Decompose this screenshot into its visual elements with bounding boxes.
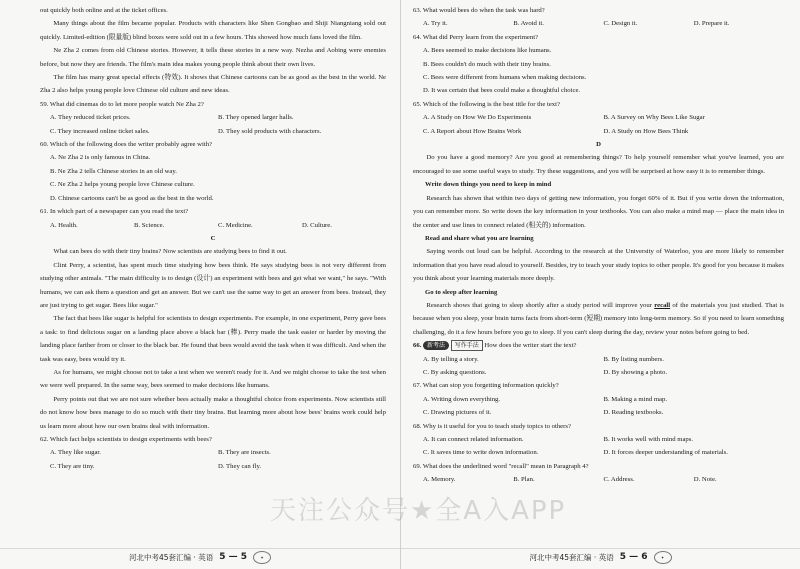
section-c-heading: C: [210, 234, 216, 242]
right-flow: [413, 4, 784, 487]
option[interactable]: A. Writing down everything.: [423, 395, 501, 403]
question-60: 60. Which of the following does the writer probably agree with?: [40, 141, 213, 149]
page-number: 5 — 6: [619, 552, 648, 562]
question-68: 68. Why is it useful for you to teach study topics to others?: [413, 422, 571, 430]
option[interactable]: C. It saves time to write down information.: [423, 449, 539, 457]
paragraph: What can bees do with their tiny brains? Now scientists are studying bees to find it out.: [53, 248, 287, 256]
paragraph-part: Research shows that going to sleep shortly after a study period will improve your: [426, 301, 652, 309]
option[interactable]: A. They like sugar.: [50, 449, 101, 457]
option[interactable]: A. Try it.: [423, 20, 448, 28]
option[interactable]: D. By showing a photo.: [603, 368, 668, 376]
new-method-badge: 新考法: [423, 341, 449, 350]
option[interactable]: D. Note.: [693, 476, 717, 484]
options-66: [413, 353, 784, 380]
option[interactable]: D. It was certain that bees could make a thoughtful choice.: [423, 87, 581, 95]
option[interactable]: B. By listing numbers.: [603, 355, 664, 363]
option[interactable]: D. They sold products with characters.: [218, 127, 322, 135]
option[interactable]: B. Bees couldn't do much with their tiny brains.: [423, 60, 551, 68]
option[interactable]: B. They are insects.: [218, 449, 271, 457]
option[interactable]: D. A Study on How Bees Think: [603, 127, 689, 135]
paragraph: Many things about the film became popular. Products with characters like Shen Gongbao and Shiji Niangniang sold out quickly. Limited-edition (限量版) blind boxes were sold out in a few hours. This showed how much fans loved the film.: [40, 20, 386, 41]
paragraph: Saying words out loud can be helpful. According to the research at the University of Waterloo, you are more likely to remember information that you have read aloud to yourself. Besides, try to teach your study topics to other people. It's good for you because it makes you think about your learning materials more deeply.: [413, 248, 784, 283]
option[interactable]: C. A Report about How Brains Work: [423, 127, 522, 135]
page-number: 5 — 5: [219, 552, 247, 562]
paragraph: out quickly both online and at the ticket offices.: [40, 7, 168, 14]
options-60: [40, 151, 386, 205]
option[interactable]: B. Ne Zha 2 tells Chinese stories in an old way.: [50, 167, 177, 175]
option[interactable]: C. By asking questions.: [423, 368, 487, 376]
question-61: 61. In which part of a newspaper can you read the text?: [40, 208, 189, 216]
right-page: [400, 0, 800, 569]
subheading: Go to sleep after learning: [425, 288, 498, 296]
option[interactable]: D. Prepare it.: [693, 20, 730, 28]
page-footer: [0, 548, 400, 565]
paragraph: As for humans, we might choose not to take a test when we weren't ready for it. And we might choose to take the test when we were well prepared. In the same way, bees seemed to make decisions like humans.: [40, 368, 386, 390]
publisher-logo-icon: ✦: [654, 551, 672, 564]
option[interactable]: A. Memory.: [423, 476, 456, 484]
section-d-heading: D: [596, 141, 601, 149]
option[interactable]: A. Bees seemed to make decisions like humans.: [423, 47, 552, 55]
option[interactable]: D. Chinese cartoons can't be as good as the best in the world.: [50, 194, 214, 202]
option[interactable]: A. Health.: [50, 221, 78, 229]
option[interactable]: A. A Study on How We Do Experiments: [423, 114, 532, 122]
page-footer: [401, 548, 800, 565]
footer-title: 河北中考45套汇编 · 英语: [529, 552, 614, 562]
option[interactable]: C. Bees were different from humans when making decisions.: [423, 74, 587, 82]
options-61: [40, 219, 386, 232]
option[interactable]: A. It can connect related information.: [423, 436, 524, 443]
question-65: 65. Which of the following is the best title for the text?: [413, 100, 560, 108]
options-67: [413, 393, 784, 420]
question-62: 62. Which fact helps scientists to design experiments with bees?: [40, 436, 212, 443]
option[interactable]: C. Design it.: [603, 20, 638, 28]
paragraph: Perry points out that we are not sure whether bees actually make a thoughtful choice from experiments. Now scientists still do not know how bees manage to do so much with their tiny brains. But learning more about how bees' brains work could help us learn more about how our own brains deal with information.: [40, 395, 386, 430]
option[interactable]: D. It forces deeper understanding of materials.: [603, 449, 728, 457]
option[interactable]: B. It works well with mind maps.: [603, 436, 694, 443]
publisher-logo-icon: ✦: [253, 551, 271, 564]
option[interactable]: C. Ne Zha 2 helps young people love Chinese culture.: [50, 181, 195, 189]
option[interactable]: C. They are tiny.: [50, 462, 95, 470]
paragraph-part: of the materials you just studied. That is because when you sleep, your brain turns facts from short-term (短期) memory into long-term memory. So if you need to learn something challenging, do it a few hours before you go to sleep. If you can't sleep during the day, review your notes before going to bed.: [413, 301, 785, 336]
paragraph: Clint Perry, a scientist, has spent much time studying how bees think. He says studying bees is not very different from studying other animals. "The main difficulty is to design (设计) an experiment with bees and get what we want," he says. "With humans, we can ask them a question and get an answer. But we can't use the same way to get an answer from bees. Instead, they are just trying to get sugar. Bees like sugar.": [40, 261, 386, 309]
paragraph: Ne Zha 2 comes from old Chinese stories. However, it tells these stories in a new way. Nezha and Aobing were enemies before, but now they are friends. The film's main idea makes young people think about their own lives.: [40, 47, 386, 68]
paragraph: The fact that bees like sugar is helpful for scientists to design experiments. For example, in one experiment, Perry gave bees a task: to find delicious sugar on a landing place above a black bar (棒). Perry made the task easier or harder by moving the landing place farther from or closer to the black bar. He found that bees would avoid the task when it was difficult. And when the task was easy, bees would try it.: [40, 315, 386, 363]
paragraph: The film has many great special effects (特效). It shows that Chinese cartoons can be as good as the best in the world. Ne Zha 2 also helps young people love Chinese old culture and new ideas.: [40, 74, 386, 95]
options-59: [40, 111, 386, 138]
option[interactable]: C. Address.: [603, 476, 635, 484]
subheading: Read and share what you are learning: [425, 234, 534, 242]
option[interactable]: B. Making a mind map.: [603, 395, 668, 403]
paragraph: [413, 299, 784, 339]
question-stem: How does the writer start the text?: [484, 342, 577, 350]
question-67: 67. What can stop you forgetting information quickly?: [413, 382, 559, 390]
paragraph: Do you have a good memory? Are you good at remembering things? To help yourself remember what you've learned, you are encouraged to use some useful ways to study. Try these suggestions, and you will be surprised at how easy it is to remember things.: [413, 154, 784, 175]
options-62: [40, 446, 386, 473]
writing-method-badge: 写作手法: [451, 340, 483, 351]
option[interactable]: B. Science.: [134, 221, 165, 229]
option[interactable]: A. Ne Zha 2 is only famous in China.: [50, 154, 151, 162]
options-65: [413, 111, 784, 138]
question-59: 59. What did cinemas do to let more people watch Ne Zha 2?: [40, 100, 204, 108]
option[interactable]: A. By telling a story.: [423, 355, 479, 363]
question-66: [413, 339, 784, 352]
option[interactable]: D. They can fly.: [218, 462, 262, 470]
underlined-word: recall: [654, 301, 671, 309]
paragraph: Research has shown that within two days of getting new information, you forget 60% of it. But if you write down the information, you can remember more. So write down the key information in your textbooks. You can also make a mind map — place the main idea in the center and use lines to connect related (相关的) information.: [413, 194, 784, 229]
question-63: 63. What would bees do when the task was hard?: [413, 7, 545, 14]
option[interactable]: B. They opened larger halls.: [218, 114, 294, 122]
option[interactable]: A. They reduced ticket prices.: [50, 114, 131, 122]
options-68: [413, 433, 784, 460]
option[interactable]: C. Medicine.: [218, 221, 253, 229]
option[interactable]: C. They increased online ticket sales.: [50, 127, 150, 135]
options-63: [413, 17, 784, 30]
subheading: Write down things you need to keep in mind: [425, 181, 552, 189]
option[interactable]: C. Drawing pictures of it.: [423, 409, 492, 417]
option[interactable]: D. Culture.: [302, 221, 332, 229]
options-69: [413, 473, 784, 486]
options-64: [413, 44, 784, 98]
question-number: 66.: [413, 342, 422, 350]
option[interactable]: B. Avoid it.: [513, 20, 544, 28]
option[interactable]: D. Reading textbooks.: [603, 409, 664, 417]
question-69: 69. What does the underlined word "recall" mean in Paragraph 4?: [413, 462, 589, 470]
watermark: 天注公众号★全A入APP: [270, 496, 567, 526]
option[interactable]: B. A Survey on Why Bees Like Sugar: [603, 114, 705, 122]
option[interactable]: B. Plan.: [513, 476, 535, 484]
left-flow: [40, 4, 386, 473]
question-64: 64. What did Perry learn from the experiment?: [413, 33, 539, 41]
footer-title: 河北中考45套汇编 · 英语: [129, 552, 214, 562]
